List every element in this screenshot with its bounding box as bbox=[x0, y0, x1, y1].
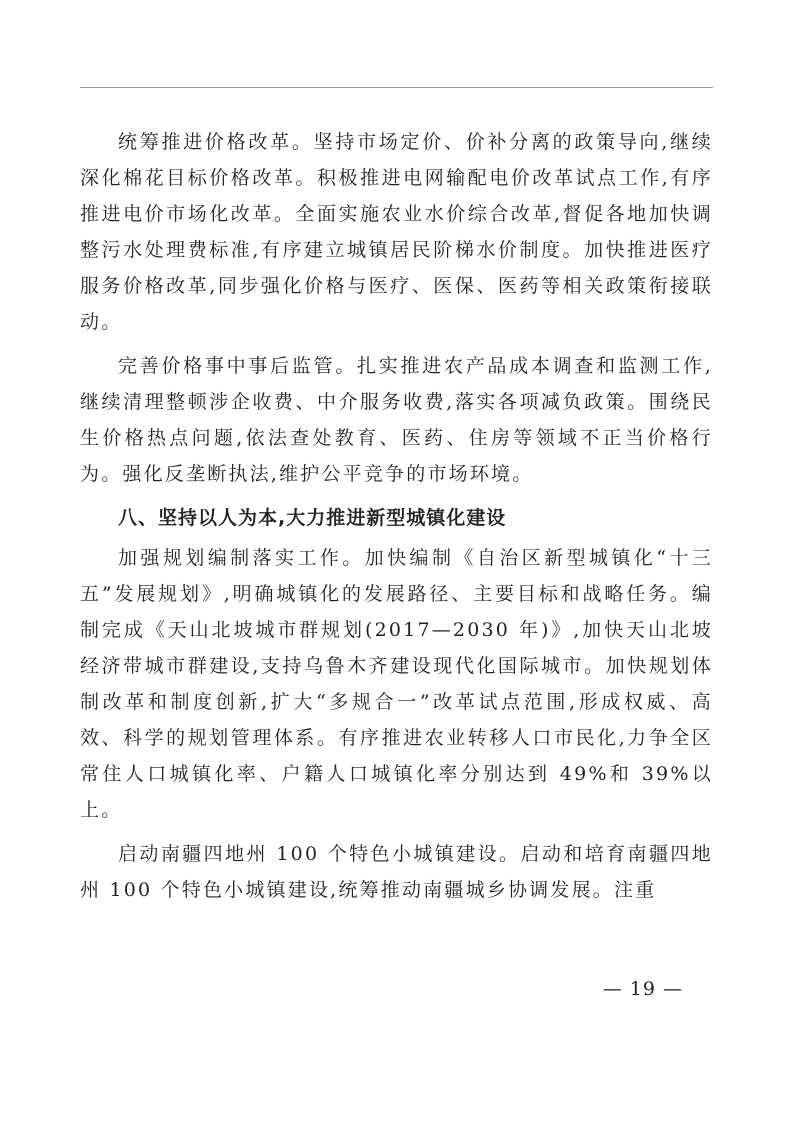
section-heading: 八、坚持以人为本,大力推进新型城镇化建设 bbox=[118, 507, 507, 529]
paragraph-small-towns: 启动南疆四地州 100 个特色小城镇建设。启动和培育南疆四地州 100 个特色小城镇建设,统筹推动南疆城乡协调发展。注重 bbox=[80, 843, 713, 901]
paragraph-price-reform: 统筹推进价格改革。坚持市场定价、价补分离的政策导向,继续深化棉花目标价格改革。积极推进电网输配电价改革试点工作,有序推进电价市场化改革。全面实施农业水价综合改革,督促各地加快调整污水处理费标准,有序建立城镇居民阶梯水价制度。加快推进医疗服务价格改革,同步强化价格与医疗、医保、医药等相关政策衔接联动。 bbox=[80, 131, 713, 333]
header-rule bbox=[80, 87, 713, 88]
paragraph-price-supervision: 完善价格事中事后监管。扎实推进农产品成本调查和监测工作,继续清理整顿涉企收费、中介服务收费,落实各项减负政策。围绕民生价格热点问题,依法查处教育、医药、住房等领域不正当价格行为。强化反垄断执法,维护公平竞争的市场环境。 bbox=[80, 355, 713, 485]
paragraph-planning: 加强规划编制落实工作。加快编制《自治区新型城镇化“十三五”发展规划》,明确城镇化的发展路径、主要目标和战略任务。编制完成《天山北坡城市群规划(2017—2030 年)》,加快天山北坡经济带城市群建设,支持乌鲁木齐建设现代化国际城市。加快规划体制改革和制度创新,扩大“多规合一”改革试点范围,形成权威、高效、科学的规划管理体系。有序推进农业转移人口市民化,力争全区常住人口城镇化率、户籍人口城镇化率分别达到 49%和 39%以上。 bbox=[80, 547, 713, 821]
body-text bbox=[80, 124, 713, 916]
page-number: — 19 — bbox=[602, 978, 683, 1000]
